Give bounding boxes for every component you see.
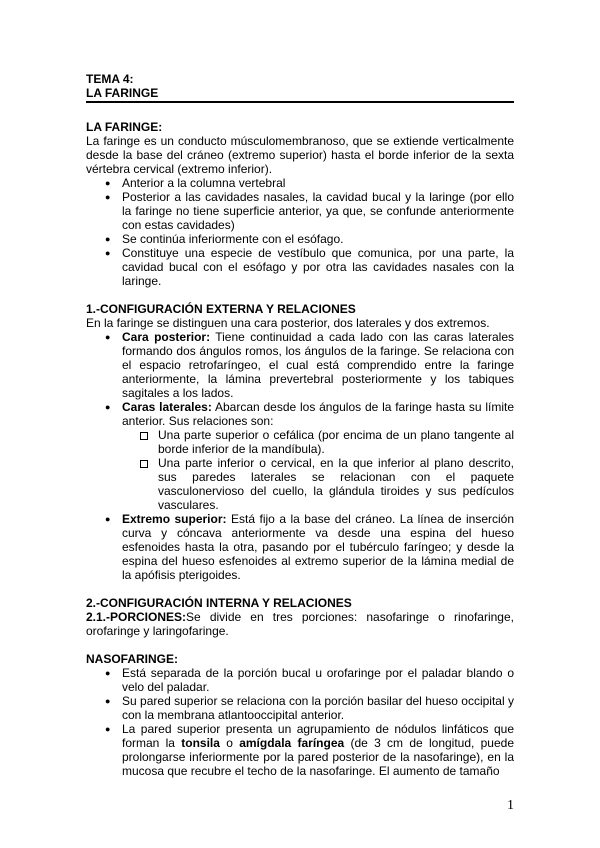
- term-tonsila: tonsila: [181, 736, 220, 750]
- nasofaringe-heading: NASOFARINGE:: [86, 652, 179, 666]
- sub-list-item: Una parte superior o cefálica (por encima de un plano tangente al borde inferior de la mandíbula).: [158, 428, 514, 456]
- tema-label: TEMA 4:: [86, 72, 134, 86]
- list-item: ● Su pared superior se relaciona con la porción basilar del hueso occipital y con la membrana atlantooccipital anterior.: [122, 694, 514, 722]
- term-label: Caras laterales:: [122, 400, 212, 414]
- sub-bullet-list: [122, 428, 514, 512]
- list-item: ● Se continúa inferiormente con el esófago.: [122, 232, 514, 246]
- intro-bullet-list: [86, 176, 514, 288]
- list-item: ● Constituye una especie de vestíbulo que comunica, por una parte, la cavidad bucal con el esófago y por otra las cavidades nasales con la laringe.: [122, 246, 514, 288]
- list-item: [122, 400, 514, 512]
- page-number: 1: [507, 798, 514, 813]
- term-description: Tiene continuidad a cada lado con las caras laterales formando dos ángulos romos, los ángulos de la faringe. Se relaciona con el espacio retrofaríngeo, el cual está comprendido entre la faringe anteriormente, la lámina prevertebral posteriormente y los tabiques sagitales a los lados.: [122, 330, 515, 400]
- section2-heading: 2.-CONFIGURACIÓN INTERNA Y RELACIONES: [86, 596, 352, 610]
- list-item: [122, 722, 514, 778]
- subsection-heading: 2.1.-PORCIONES:: [86, 610, 187, 624]
- intro-paragraph: La faringe es un conducto músculomembranoso, que se extiende verticalmente desde la base del cráneo (extremo superior) hasta el borde inferior de la sexta vértebra cervical (extremo inferior).: [86, 134, 514, 176]
- text-run: La pared superior presenta un agrupamiento de nódulos linfáticos que forman la: [122, 722, 514, 750]
- text-run: (de 3 cm de longitud, puede prolongarse inferiormente por la pared posterior de la nasofaringe), en la mucosa que recubre el techo de la nasofaringe. El aumento de tamaño: [122, 736, 515, 778]
- sub-list-item: Una parte inferior o cervical, en la que inferior al plano descrito, sus paredes laterales se relacionan con el paquete vasculonervioso del cuello, la glándula tiroides y sus pedículos vasculares.: [158, 456, 514, 512]
- list-item: [122, 512, 514, 582]
- page-content: [86, 72, 514, 778]
- title-rule: [86, 101, 514, 103]
- list-item: [122, 330, 514, 400]
- section1-heading: 1.-CONFIGURACIÓN EXTERNA Y RELACIONES: [86, 302, 356, 316]
- list-item: ● Posterior a las cavidades nasales, la cavidad bucal y la laringe (por ello la faringe no tiene superficie anterior, ya que, se confunde anteriormente con estas cavidades): [122, 190, 514, 232]
- nasofaringe-bullet-list: [86, 666, 514, 778]
- term-label: Cara posterior:: [122, 330, 211, 344]
- section2-paragraph: [86, 610, 514, 638]
- text-run: o: [219, 736, 240, 750]
- term-label: Extremo superior:: [122, 512, 227, 526]
- section1-bullet-list: [86, 330, 514, 582]
- term-description: Abarcan desde los ángulos de la faringe hasta su límite anterior. Sus relaciones son:: [122, 400, 514, 428]
- document-title: LA FARINGE: [86, 86, 159, 100]
- term-description: Está fijo a la base del cráneo. La línea de inserción curva y cóncava anteriormente va desde una espina del hueso esfenoides hasta la otra, pasando por el tubérculo faríngeo; y desde la espina del hueso esfenoides al extremo superior de la lámina medial de la apófisis pterigoides.: [122, 512, 515, 582]
- intro-heading: LA FARINGE:: [86, 120, 163, 134]
- list-item: ● Está separada de la porción bucal u orofaringe por el paladar blando o velo del paladar.: [122, 666, 514, 694]
- list-item: ● Anterior a la columna vertebral: [122, 176, 514, 190]
- term-amigdala-faringea: amígdala faríngea: [239, 736, 345, 750]
- section1-paragraph: En la faringe se distinguen una cara posterior, dos laterales y dos extremos.: [86, 316, 490, 330]
- subsection-text: Se divide en tres porciones: nasofaringe o rinofaringe, orofaringe y laringofaringe.: [86, 610, 514, 638]
